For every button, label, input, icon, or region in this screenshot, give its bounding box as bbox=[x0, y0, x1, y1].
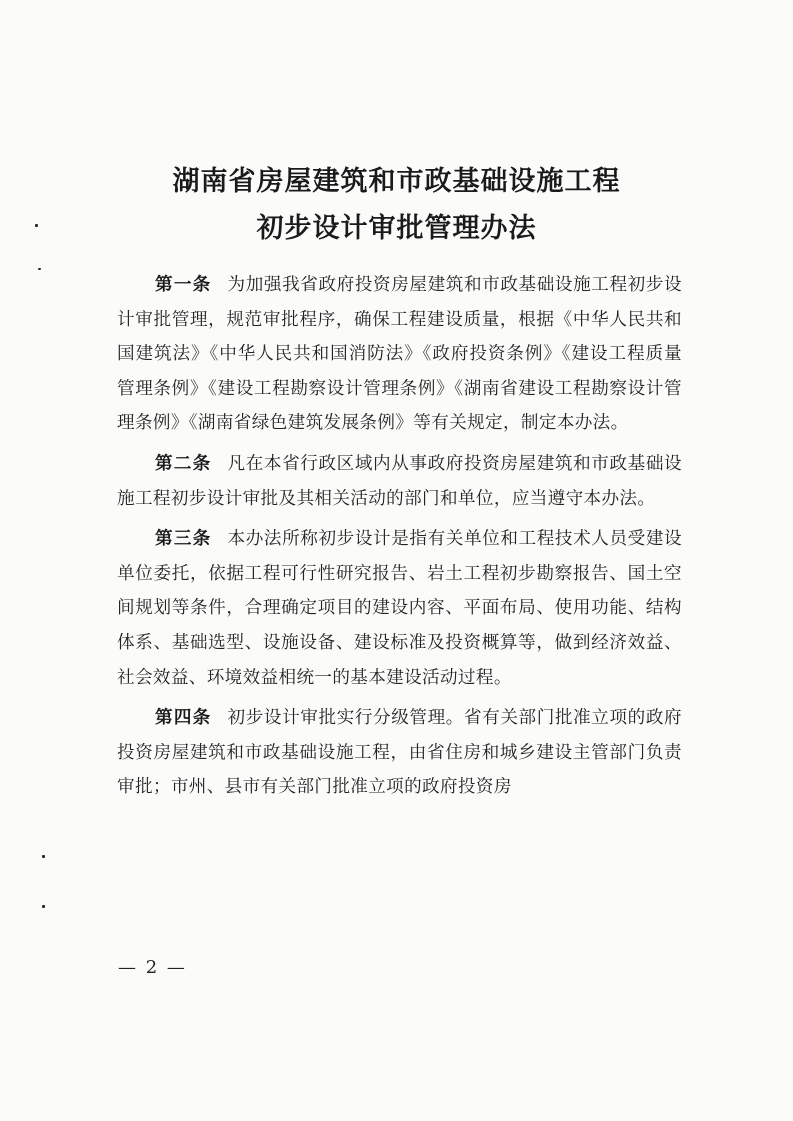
article-label: 第三条 bbox=[155, 529, 212, 550]
article-text: 为加强我省政府投资房屋建筑和市政基础设施工程初步设计审批管理，规范审批程序，确保工程建设质量，根据《中华人民共和国建筑法》《中华人民共和国消防法》《政府投资条例》《建设工程质量管理条例》《建设工程勘察设计管理条例》《湖南省建设工程勘察设计管理条例》《湖南省绿色建筑发展条例》等有关规定，制定本办法。 bbox=[117, 275, 682, 434]
article-label: 第二条 bbox=[155, 453, 212, 474]
article-text: 本办法所称初步设计是指有关单位和工程技术人员受建设单位委托，依据工程可行性研究报告、岩土工程初步勘察报告、国土空间规划等条件，合理确定项目的建设内容、平面布局、使用功能、结构体系、基础选型、设施设备、建设标准及投资概算等，做到经济效益、社会效益、环境效益相统一的基本建设活动过程。 bbox=[117, 529, 682, 688]
scan-mark bbox=[42, 855, 45, 858]
article-1 bbox=[117, 268, 682, 441]
article-label: 第四条 bbox=[155, 708, 212, 729]
scan-mark bbox=[38, 268, 41, 270]
document-title-line-2: 初步设计审批管理办法 bbox=[256, 213, 537, 244]
article-3 bbox=[117, 522, 682, 695]
scan-mark bbox=[42, 905, 45, 908]
document-body bbox=[117, 268, 682, 811]
article-2 bbox=[117, 447, 682, 516]
article-text: 凡在本省行政区域内从事政府投资房屋建筑和市政基础设施工程初步设计审批及其相关活动的部门和单位，应当遵守本办法。 bbox=[117, 453, 682, 509]
article-text: 初步设计审批实行分级管理。省有关部门批准立项的政府投资房屋建筑和市政基础设施工程，由省住房和城乡建设主管部门负责审批；市州、县市有关部门批准立项的政府投资房 bbox=[117, 708, 682, 798]
page-number: — 2 — bbox=[118, 957, 187, 978]
article-4 bbox=[117, 701, 682, 805]
article-label: 第一条 bbox=[155, 275, 212, 295]
document-title-line-1: 湖南省房屋建筑和市政基础设施工程 bbox=[172, 166, 621, 197]
